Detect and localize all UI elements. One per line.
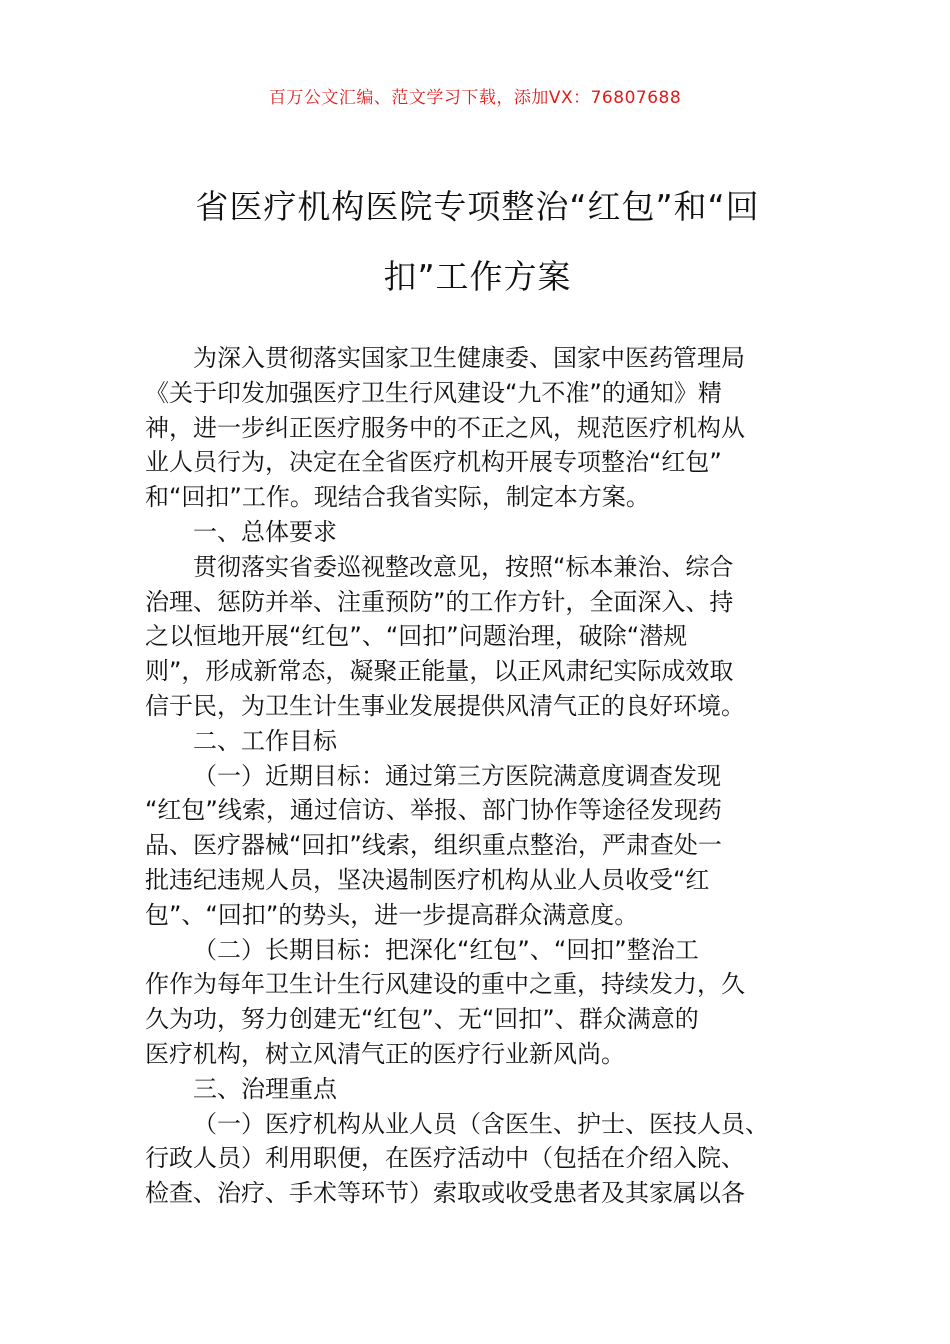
title-line: 扣”工作方案 [383,257,572,296]
paragraph-line: 信于民，为卫生计生事业发展提供风清气正的良好环境。 [145,691,745,720]
title-line: 省医疗机构医院专项整治“红包”和“回 [195,187,760,226]
paragraph-line: 作作为每年卫生计生行风建设的重中之重，持续发力，久 [145,970,745,999]
section-heading: 一、总体要求 [193,517,337,546]
paragraph-line: 行政人员）利用职便，在医疗活动中（包括在介绍入院、 [145,1144,745,1173]
paragraph-line: （一）近期目标：通过第三方医院满意度调查发现 [193,761,721,790]
promo-banner-text: 百万公文汇编、范文学习下载，添加VX：76807688 [268,88,682,108]
paragraph-line: 为深入贯彻落实国家卫生健康委、国家中医药管理局 [193,344,745,372]
paragraph-line: 品、医疗器械“回扣”线索，组织重点整治，严肃查处一 [145,831,722,860]
paragraph-line: 《关于印发加强医疗卫生行风建设“九不准”的通知》精 [145,378,722,407]
paragraph-line: （二）长期目标：把深化“红包”、“回扣”整治工 [193,935,699,964]
paragraph-line: （一）医疗机构从业人员（含医生、护士、医技人员、 [193,1109,769,1138]
paragraph-line: 治理、惩防并举、注重预防”的工作方针，全面深入、持 [145,587,734,616]
paragraph-line: 批违纪违规人员，坚决遏制医疗机构从业人员收受“红 [145,865,710,894]
paragraph-line: 和“回扣”工作。现结合我省实际，制定本方案。 [145,483,650,512]
document-title [145,172,810,312]
document-body [145,341,825,1211]
section-heading: 三、治理重点 [193,1074,337,1103]
paragraph-line: 医疗机构，树立风清气正的医疗行业新风尚。 [145,1039,625,1068]
paragraph-line: 贯彻落实省委巡视整改意见，按照“标本兼治、综合 [193,552,734,581]
paragraph-line: 检查、治疗、手术等环节）索取或收受患者及其家属以各 [145,1179,745,1208]
promo-banner [0,86,950,110]
paragraph-line: “红包”线索，通过信访、举报、部门协作等途径发现药 [145,796,722,825]
paragraph-line: 之以恒地开展“红包”、“回扣”问题治理，破除“潜规 [145,622,688,651]
paragraph-line: 则”，形成新常态，凝聚正能量，以正风肃纪实际成效取 [145,657,734,686]
paragraph-line: 业人员行为，决定在全省医疗机构开展专项整治“红包” [145,448,722,477]
paragraph-line: 久为功，努力创建无“红包”、无“回扣”、群众满意的 [145,1005,699,1034]
paragraph-line: 包”、“回扣”的势头，进一步提高群众满意度。 [145,900,639,929]
section-heading: 二、工作目标 [193,726,337,755]
paragraph-line: 神，进一步纠正医疗服务中的不正之风，规范医疗机构从 [145,413,745,442]
